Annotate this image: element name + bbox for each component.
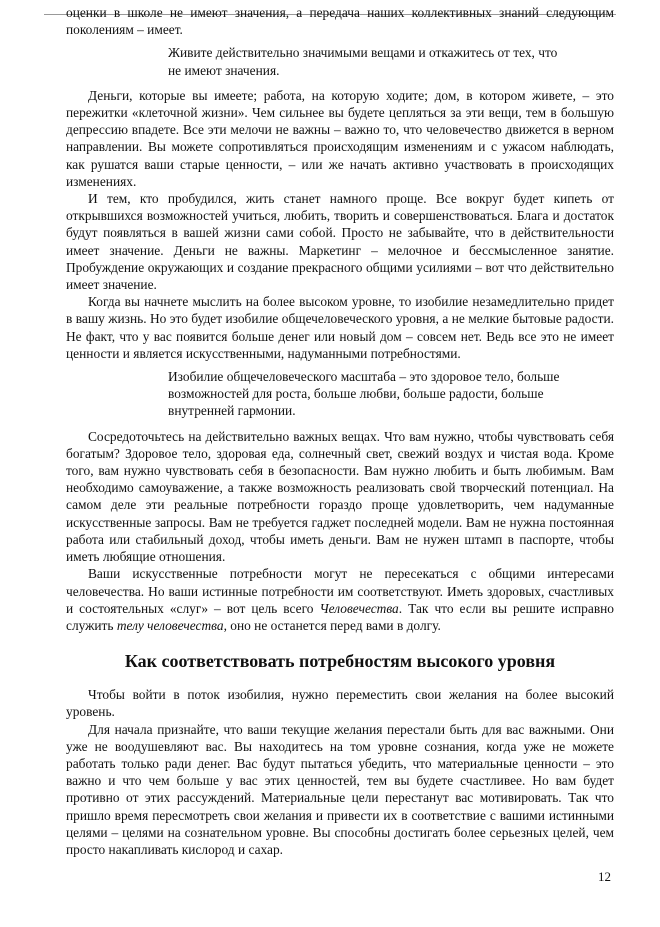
paragraph: Деньги, которые вы имеете; работа, на которую ходите; дом, в котором живете, – это пережитки «клеточной жизни». Чем сильнее вы будете цепляться за эти вещи, тем в большую депрессию впадете. Все эти мелочи не важны – важно то, что человечество движется в верном направлении. Вы можете сопротивляться происходящим изменениям и с ужасом наблюдать, как рушатся ваши старые ценности, – или же начать активно участвовать в происходящих изменениях. [66, 87, 614, 189]
paragraph: И тем, кто пробудился, жить станет намного проще. Все вокруг будет кипеть от открывшихся возможностей учиться, любить, творить и совершенствоваться. Блага и достаток будут появляться в вашей жизни сами собой. Просто не забывайте, что в действительности имеет значение. Деньги не важны. Маркетинг – мелочное и бессмысленное занятие. Пробуждение окружающих и создание прекрасного общими усилиями – вот что действительно имеет значение. [66, 191, 614, 293]
paragraph-text: . Так что если вы решите исправно служить [66, 600, 614, 633]
paragraph: Когда вы начнете мыслить на более высоком уровне, то изобилие незамедлительно придет в вашу жизнь. Но это будет изобилие общечеловеческого уровня, а не мелкие бытовые радости. Не факт, что у вас появится больше денег или новый дом – совсем нет. Ведь все это не имеет ценности и является искусственными, надуманными потребностями. [66, 294, 614, 361]
quote-text: Изобилие общечеловеческого масштаба – это здоровое тело, больше возможностей для роста, больше любви, больше радости, больше внутренней гармонии. [168, 369, 560, 419]
section-heading: Как соответствовать потребностям высокого уровня [124, 651, 556, 672]
quote-block [66, 368, 614, 420]
paragraph: Для начала признайте, что ваши текущие желания перестали быть для вас важными. Они уже не воодушевляют вас. Вы находитесь на том уровне сознания, когда уже не можете работать только ради денег. Вас будут пытаться убедить, что материальные ценности – это важно и что чем больше у вас этих ценностей, тем вы будете счастливее. Но вам будет противно от этих рассуждений. Материальные цели перестанут вас мотивировать. Так что пришло время пересмотреть свои желания и привести их в соответствие с вашими истинными целями – целями на сознательном уровне. Вы способны достигать более серьезных целей, чем просто накапливать кислород и сахар. [66, 721, 614, 857]
paragraph-text: Ваши искусственные потребности могут не пересекаться с общими интересами человечества. Но ваши истинные потребности им соответствуют. Иметь здоровых, счастливых и состоятельных «слуг» – вот цель всего [66, 566, 614, 616]
italic-term: телу человечества [116, 617, 224, 633]
italic-term: Человечества [319, 600, 399, 616]
page-content [66, 4, 614, 858]
paragraph: оценки в школе не имеют значения, а передача наших коллективных знаний следующим поколениям – имеет. [66, 5, 614, 38]
paragraph: Сосредоточьтесь на действительно важных вещах. Что вам нужно, чтобы чувствовать себя богатым? Здоровое тело, здоровая еда, солнечный свет, свежий воздух и чистая вода. Кроме того, вам нужно чувствовать себя в безопасности. Вам нужно любить и быть любимым. Вам необходимо самоуважение, а также возможность реализовать свой творческий потенциал. На самом деле эти реальные потребности гораздо проще удовлетворить, чем надуманные искусственные запросы. Вам не требуется гаджет последней модели. Вам не нужна постоянная работа или стабильный доход, чтобы иметь деньги. Вам не нужен штамп в паспорте, чтобы иметь любящие отношения. [66, 428, 614, 565]
paragraph [66, 565, 614, 634]
quote-text: Живите действительно значимыми вещами и откажитесь от тех, что не имеют значения. [168, 45, 558, 78]
page-number: 12 [598, 869, 611, 884]
paragraph: Чтобы войти в поток изобилия, нужно переместить свои желания на более высокий уровень. [66, 687, 614, 720]
paragraph-text: , оно не останется перед вами в долгу. [223, 617, 441, 633]
quote-block [66, 44, 614, 78]
